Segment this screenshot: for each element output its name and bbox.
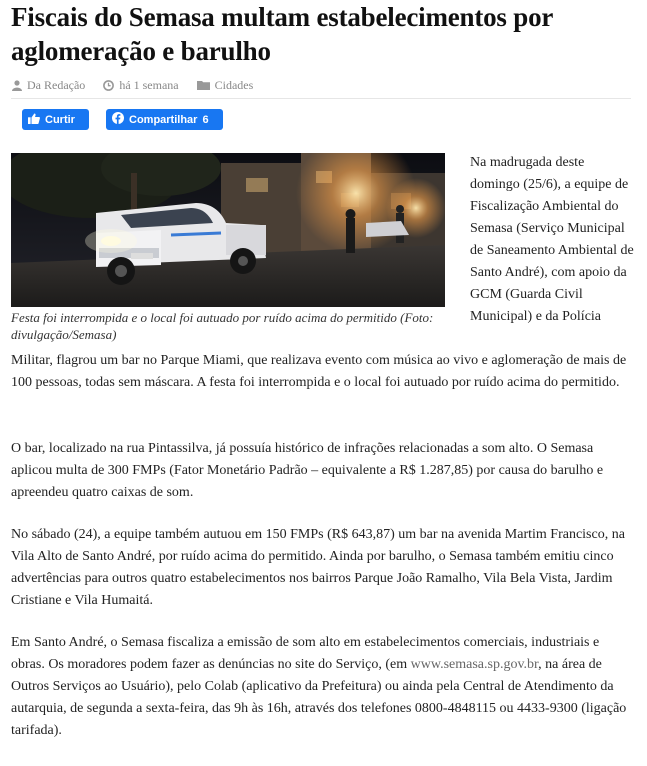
- paragraph-4-part-b: , na área de Outros Serviços ao Usuário), pelo Colab (aplicativo da Prefeitura) ou ainda pela Central de Atendimento da autarquia, de segunda a sexta-feira, das 9h às 16h, através dos telefones 0800-4848115 ou 4433-9300 (ligação tarifada).: [11, 657, 627, 738]
- share-label: Compartilhar: [129, 113, 198, 126]
- like-label: Curtir: [45, 113, 75, 126]
- paragraph-1-side: [470, 152, 636, 328]
- paragraph-3-text: No sábado (24), a equipe também autuou em 150 FMPs (R$ 643,87) um bar na avenida Martim Francisco, na Vila Alto de Santo André, por ruído acima do permitido. Ainda por barulho, o Semasa também emitiu cinco advertências para outros quatro estabelecimentos nos bairros Parque João Ramalho, Vila Bela Vista, Jardim Cristiane e Vila Humaitá.: [11, 527, 625, 608]
- publish-time: há 1 semana: [119, 77, 179, 92]
- paragraph-1-side-text: Na madrugada deste domingo (25/6), a equipe de Fiscalização Ambiental do Semasa (Serviço Municipal de Saneamento Ambiental de Santo André), com apoio da GCM (Guarda Civil Municipal) e da Polícia: [470, 155, 634, 324]
- paragraph-1-rest-text: Militar, flagrou um bar no Parque Miami, que realizava evento com música ao vivo e aglomeração de mais de 100 pessoas, todas sem máscara. A festa foi interrompida e o local foi autuado por ruído acima do permitido.: [11, 353, 627, 390]
- user-icon: [12, 80, 22, 91]
- paragraph-2: [11, 438, 633, 504]
- photo-illustration: [11, 153, 445, 307]
- category-name: Cidades: [214, 77, 254, 92]
- article-meta: [12, 77, 271, 93]
- share-count: 6: [202, 113, 209, 126]
- folder-icon: [197, 80, 210, 90]
- photo-caption: Festa foi interrompida e o local foi autuado por ruído acima do permitido (Foto: divulgação/Semasa): [11, 310, 434, 342]
- paragraph-2-text: O bar, localizado na rua Pintassilva, já possuía histórico de infrações relacionadas a som alto. O Semasa aplicou multa de 300 FMPs (Fator Monetário Padrão – equivalente a R$ 1.287,85) por causa do barulho e apreendeu quatro caixas de som.: [11, 441, 604, 500]
- facebook-like-button[interactable]: [22, 109, 89, 130]
- facebook-share-button[interactable]: [106, 109, 223, 130]
- meta-divider: [11, 98, 631, 99]
- semasa-website-link[interactable]: www.semasa.sp.gov.br: [410, 657, 539, 672]
- article-title: Fiscais do Semasa multam estabelecimentos por aglomeração e barulho: [11, 2, 553, 66]
- facebook-icon: [112, 112, 129, 127]
- paragraph-4-text: [11, 632, 633, 742]
- author-meta[interactable]: [12, 78, 85, 93]
- category-meta[interactable]: [197, 78, 254, 93]
- time-meta: [103, 78, 178, 93]
- paragraph-1-rest: [11, 350, 633, 394]
- clock-icon: [103, 80, 114, 91]
- author-name: Da Redação: [27, 77, 86, 92]
- thumbs-up-icon: [28, 113, 45, 127]
- article-photo: [11, 153, 445, 307]
- paragraph-4-part-a: Em Santo André, o Semasa fiscaliza a emissão de som alto em estabelecimentos comerciais, industriais e obras. Os moradores podem fazer as denúncias no site do Serviço, (em: [11, 635, 600, 672]
- paragraph-4: [11, 632, 633, 742]
- paragraph-3: [11, 524, 633, 612]
